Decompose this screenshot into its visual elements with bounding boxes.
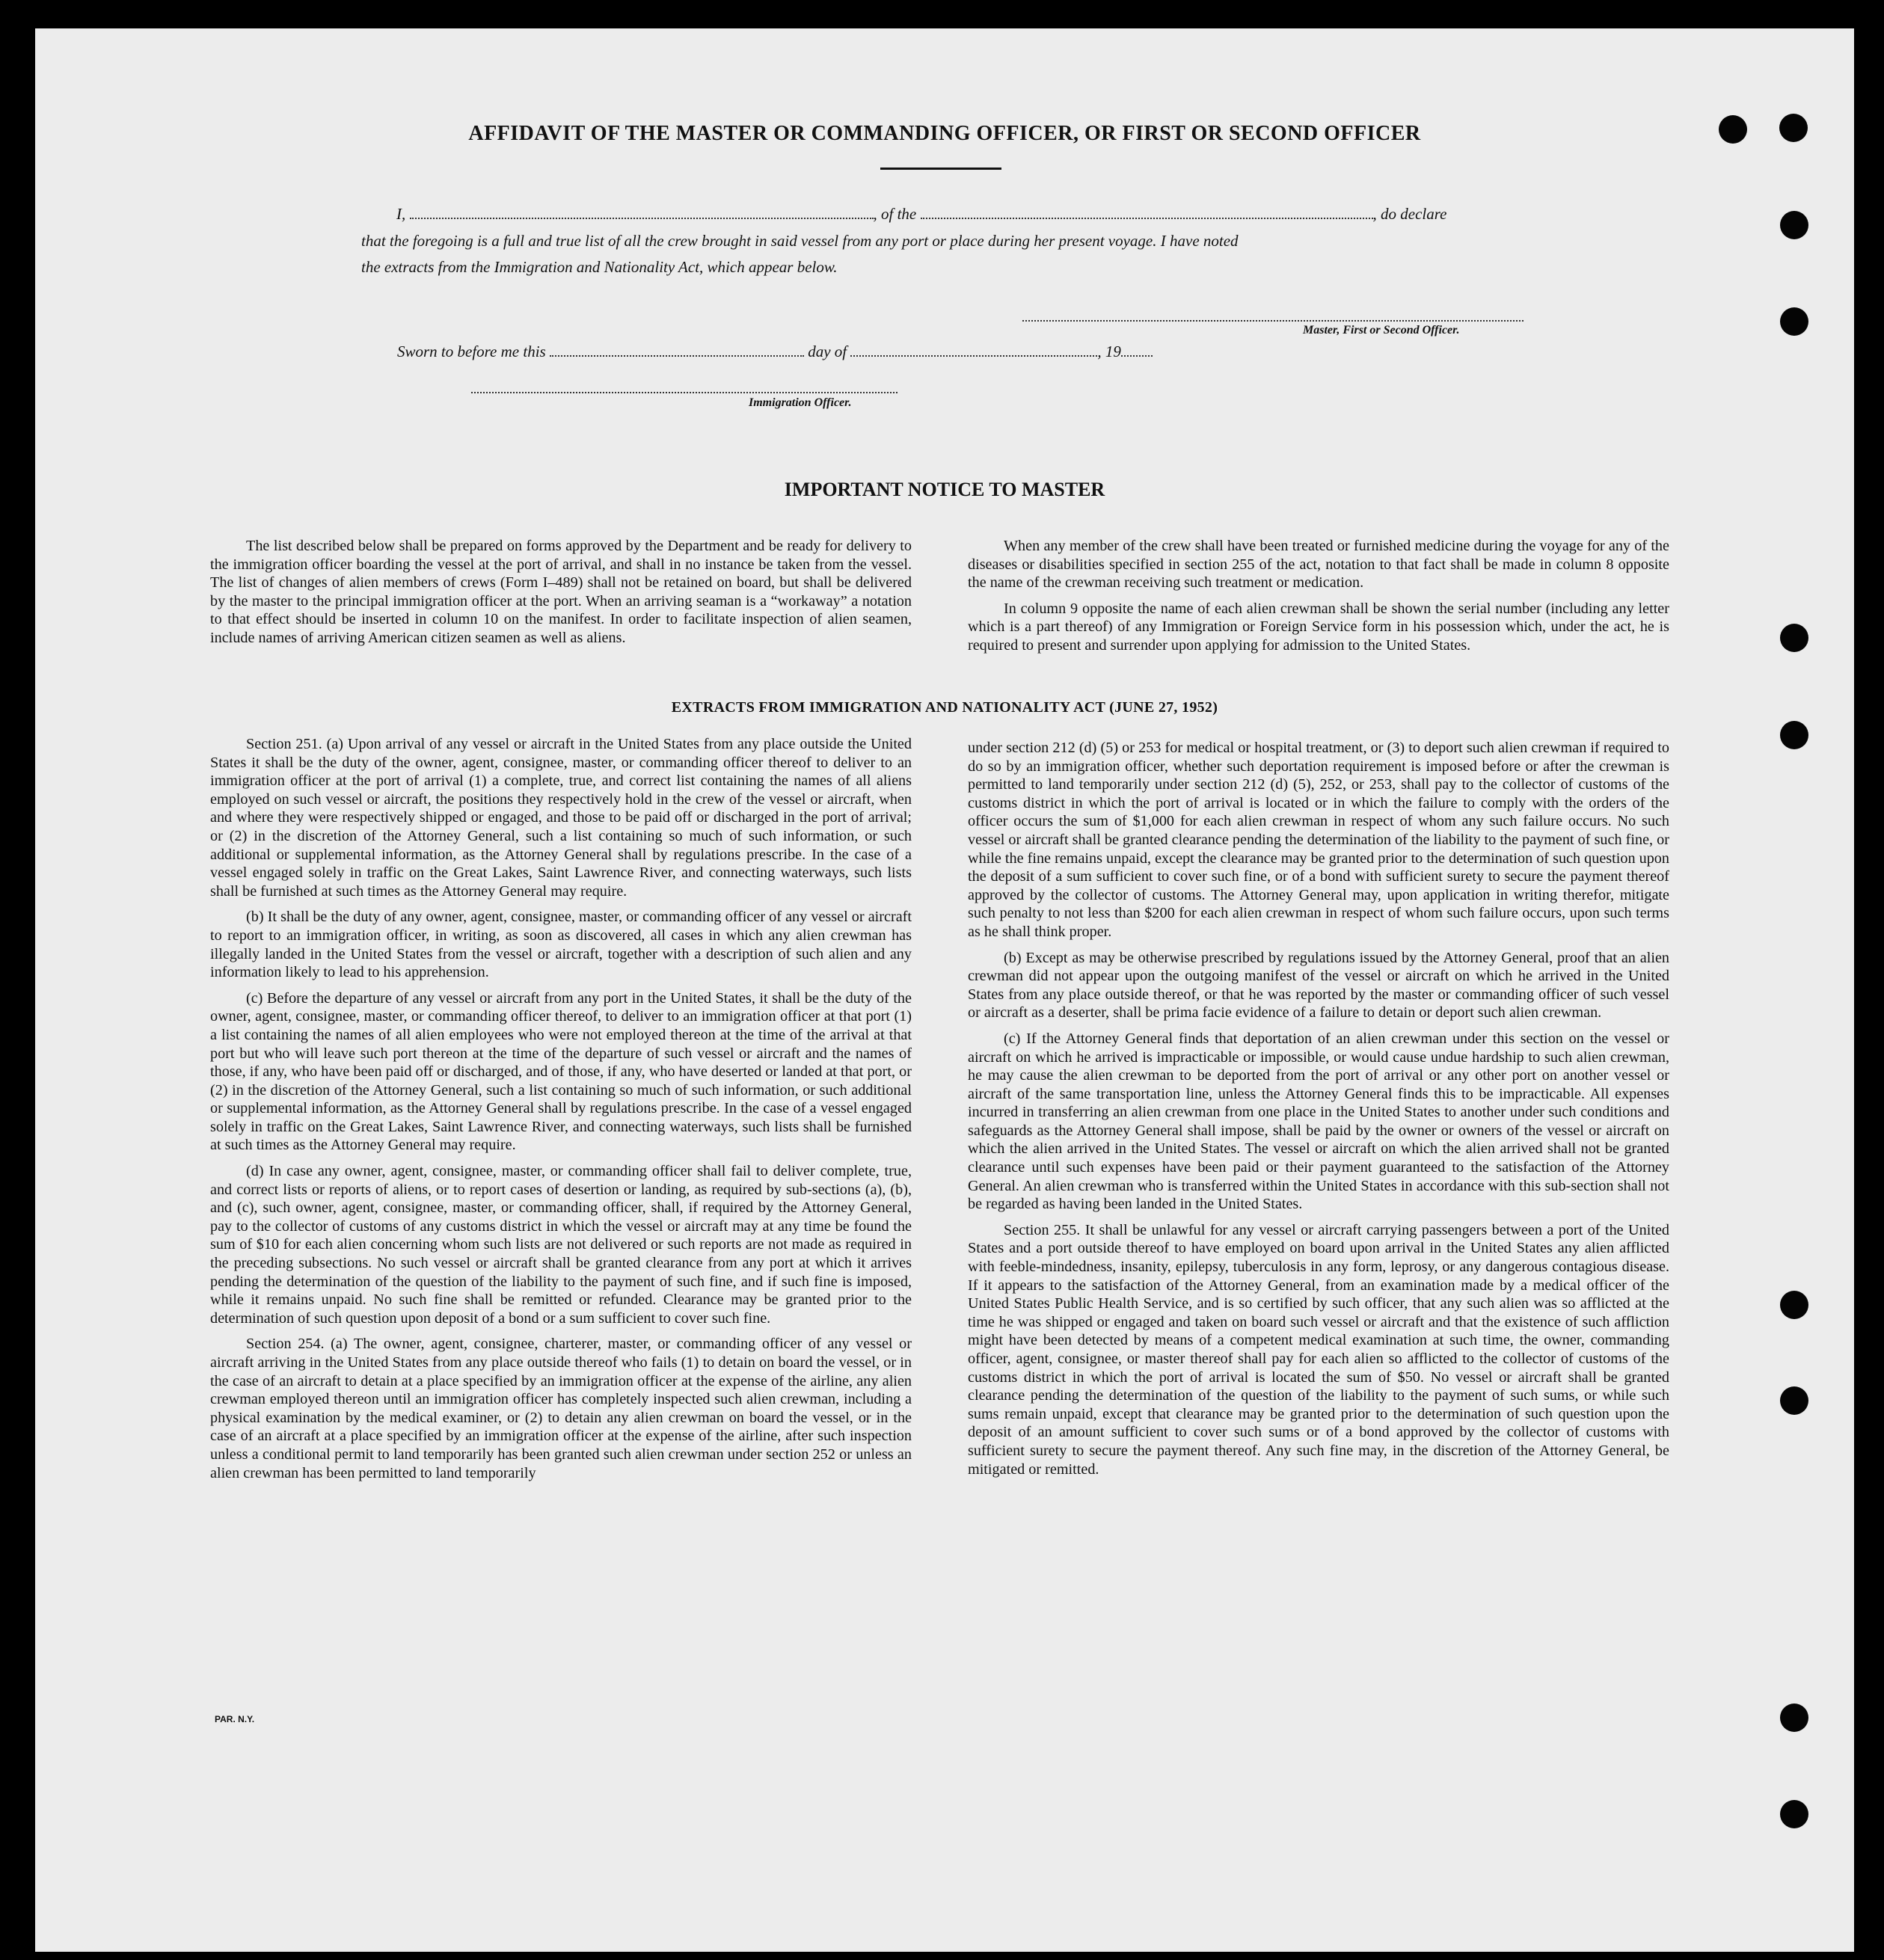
notice-left-column bbox=[210, 537, 912, 655]
officer-signature-line[interactable] bbox=[471, 392, 897, 393]
extracts-right-column bbox=[968, 739, 1669, 1486]
declaration-do-declare: , do declare bbox=[1372, 205, 1447, 223]
declaration-line-3: the extracts from the Immigration and Nationality Act, which appear below. bbox=[361, 258, 838, 276]
notice-right-column bbox=[968, 537, 1669, 663]
binder-hole bbox=[1780, 721, 1808, 749]
binder-hole bbox=[1780, 1800, 1808, 1828]
affidavit-title: AFFIDAVIT OF THE MASTER OR COMMANDING OFFICER, OR FIRST OR SECOND OFFICER bbox=[468, 122, 1421, 145]
binder-hole bbox=[1780, 624, 1808, 652]
section-254-a: Section 254. (a) The owner, agent, consignee, charterer, master, or commanding officer of any vessel or aircraft arriving in the United States from any place outside thereof who fails (1) to detain on board the vessel, or in the case of an aircraft to detain at a place specified by an immigration officer at the expense of the airline, any alien crewman employed thereon until an immigration officer has completely inspected such alien crewman, including a physical examination by the medical examiner, or (2) to detain any alien crewman on board the vessel, or in the case of an aircraft at a place specified by an immigration officer at the expense of the airline, after such inspection unless a conditional permit to land temporarily has been granted such alien crewman under section 252 or unless an alien crewman has been permitted to land temporarily bbox=[210, 1336, 912, 1481]
section-251-d: (d) In case any owner, agent, consignee, master, or commanding officer shall fail to deliver complete, true, and correct lists or reports of aliens, or to report cases of desertion or landing, as required by sub-sections (a), (b), and (c), such owner, agent, consignee, master, or commanding officer, shall, if required by the Attorney General, pay to the collector of customs of any customs district in which the vessel or aircraft may at any time be found the sum of $10 for each alien concerning whom such lists are not delivered or such reports are not made as required in the preceding subsections. No such vessel or aircraft shall be granted clearance from any port at which it arrives pending the determination of the question of the liability to the payment of such fine, and if such fine is imposed, while it remains unpaid. No such fine shall be remitted or refunded. Clearance may be granted prior to the determination of such question upon deposit of a bond or a sum sufficient to cover such fine. bbox=[210, 1163, 912, 1327]
notice-left-paragraph: The list described below shall be prepared on forms approved by the Department and be ready for delivery to the immigration officer boarding the vessel at the port of arrival, and shall in no instance be taken from the vessel. The list of changes of alien members of crews (Form I–489) shall not be retained on board, but shall be delivered by the master to the principal immigration officer at the port. When an arriving seaman is a “workaway” a notation to that effect should be inserted in column 10 on the manifest. In order to facilitate inspection of alien seamen, include names of arriving American citizen seamen as well as aliens. bbox=[210, 538, 912, 646]
document-page bbox=[35, 28, 1854, 1952]
vessel-field[interactable] bbox=[921, 215, 1373, 219]
declaration-of-the: , of the bbox=[873, 205, 917, 223]
title-divider bbox=[880, 168, 1001, 170]
sworn-label: Sworn to before me this bbox=[397, 342, 546, 360]
binder-hole bbox=[1780, 1386, 1808, 1415]
binder-hole bbox=[1780, 1704, 1808, 1732]
section-251-a: Section 251. (a) Upon arrival of any vessel or aircraft in the United States from any place outside the United States it shall be the duty of the owner, agent, consignee, master, or commanding officer thereof to deliver to an immigration officer at the port of arrival (1) a complete, true, and correct list containing the names of all aliens employed on such vessel or aircraft, the positions they respectively hold in the crew of the vessel or aircraft, when and where they were respectively shipped or engaged, and those to be paid off or discharged in the port of arrival; or (2) in the discretion of the Attorney General, such a list containing so much of such information, or such additional or supplemental information, as the Attorney General shall by regulations prescribe. In the case of a vessel engaged solely in traffic on the Great Lakes, Saint Lawrence River, and connecting waterways, such lists shall be furnished at such times as the Attorney General may require. bbox=[210, 736, 912, 900]
sworn-line bbox=[397, 342, 1153, 361]
section-254-a-continued: under section 212 (d) (5) or 253 for medical or hospital treatment, or (3) to deport such alien crewman if required to do so by an immigration officer, whether such deportation requirement is imposed before or after the crewman is permitted to land temporarily under section 212 (d) (5), 252, or 253, shall pay to the collector of customs of the customs district in which the port of arrival is located or in which the failure to comply with the orders of the officer occurs the sum of $1,000 for each alien crewman in respect of whom any such failure occurs. No such vessel or aircraft shall be granted clearance pending the determination of the liability to the payment of such fine, or while the fine remains unpaid, except the clearance may be granted prior to the determination of such question upon the deposit of a sum sufficient to cover such fine, or of a bond with sufficient surety to secure the payment thereof approved by the collector of customs. The Attorney General may, upon application in writing therefor, mitigate such penalty to not less than $200 for each alien crewman in respect of whom such failure occurs, upon such terms as he shall think proper. bbox=[968, 740, 1669, 940]
section-251-c: (c) Before the departure of any vessel or aircraft from any port in the United States, it shall be the duty of the owner, agent, consignee, master, or commanding officer thereof, to deliver to an immigration officer at that port (1) a list containing the names of all alien employees who were not employed thereon at the time of the arrival at that port but who will leave such port thereon at the time of the departure of such vessel or aircraft and the names of those, if any, who have been paid off or discharged, and of those, if any, who have deserted or landed at that port, or (2) in the discretion of the Attorney General, such a list containing so much of such information, or such additional or supplemental information, as the Attorney General shall by regulations prescribe. In the case of a vessel engaged solely in traffic on the Great Lakes, Saint Lawrence River, and connecting waterways, such lists shall be furnished at such times as the Attorney General may require. bbox=[210, 989, 912, 1154]
binder-hole bbox=[1780, 1291, 1808, 1319]
day-of-label: day of bbox=[808, 342, 847, 360]
notice-right-paragraph-2: In column 9 opposite the name of each alien crewman shall be shown the serial number (including any letter which is a part thereof) of any Immigration or Foreign Service form in his possession which, under the act, he is required to present and surrender upon applying for admission to the United States. bbox=[968, 600, 1669, 654]
section-254-c: (c) If the Attorney General finds that deportation of an alien crewman under this section on the vessel or aircraft on which he arrived is impracticable or impossible, or would cause undue hardship to such alien crewman, he may cause the alien crewman to be deported from the port of arrival or any other port on another vessel or aircraft of the same transportation line, unless the Attorney General finds this to be impracticable. All expenses incurred in transferring an alien crewman from one place in the United States to another under such conditions and safeguards as the Attorney General shall impose, shall be paid by the owner or owners of the vessel or aircraft on which the alien arrived in the United States. The vessel or aircraft on which the alien arrived shall not be granted clearance until such expenses have been paid or their payment guaranteed to the satisfaction of the Attorney General. An alien crewman who is transferred within the United States in accordance with this sub-section shall not be regarded as having been landed in the United States. bbox=[968, 1030, 1669, 1213]
section-255: Section 255. It shall be unlawful for any vessel or aircraft carrying passengers between a port of the United States and a port outside thereof to have employed on board upon arrival in the United States any alien afflicted with feeble-mindedness, insanity, epilepsy, tuberculosis in any form, leprosy, or any dangerous contagious disease. If it appears to the satisfaction of the Attorney General, from an examination made by a medical officer of the United States Public Health Service, and is so certified by such officer, that any such alien was so afflicted at the time he was shipped or engaged and taken on board such vessel or aircraft and that the existence of such affliction might have been detected by means of a competent medical examination at such time, the owner, commanding officer, agent, consignee, or master thereof shall pay for each alien so afflicted to the collector of customs of the customs district in which the port of arrival is located the sum of $50. No vessel or aircraft shall be granted clearance pending the determination of the question of the liability to the payment of such sums, or while such sums remain unpaid, except that clearance may be granted prior to the determination of such question upon the deposit of an amount sufficient to cover such sums or of a bond approved by the collector of customs with sufficient surety to secure the payment thereof. Any such fine may, in the discretion of the Attorney General, be mitigated or remitted. bbox=[968, 1221, 1669, 1478]
sworn-day-field[interactable] bbox=[550, 352, 804, 357]
printer-mark: PAR. N.Y. bbox=[215, 1714, 255, 1724]
declaration-line-2: that the foregoing is a full and true list of all the crew brought in said vessel from any port or place during her present voyage. I have noted bbox=[361, 232, 1239, 250]
notice-right-paragraph-1: When any member of the crew shall have been treated or furnished medicine during the voyage for any of the diseases or disabilities specified in section 255 of the act, notation to that fact shall be made in column 8 opposite the name of the crewman receiving such treatment or medication. bbox=[968, 538, 1669, 592]
sworn-month-field[interactable] bbox=[850, 352, 1097, 357]
section-251-b: (b) It shall be the duty of any owner, agent, consignee, master, or commanding officer of any vessel or aircraft to report to an immigration officer, in writing, as soon as discovered, all cases in which any alien crewman has illegally landed in the United States from the vessel or aircraft, together with a description of such alien and any information likely to lead to his apprehension. bbox=[210, 909, 912, 981]
officer-signature-label: Immigration Officer. bbox=[749, 396, 852, 409]
declaration-i-label: I, bbox=[396, 205, 406, 223]
extracts-left-column bbox=[210, 735, 912, 1490]
declaration-line-1 bbox=[396, 205, 1446, 224]
binder-hole bbox=[1780, 307, 1808, 336]
section-254-b: (b) Except as may be otherwise prescribed by regulations issued by the Attorney General, proof that an alien crewman did not appear upon the outgoing manifest of the vessel or aircraft on which he arrived in the United States from any place outside thereof, or that he was reported by the master or commanding officer of such vessel or aircraft as a deserter, shall be prima facie evidence of a failure to detain or deport such alien crewman. bbox=[968, 949, 1669, 1022]
master-signature-label: Master, First or Second Officer. bbox=[1303, 324, 1460, 337]
extracts-title: EXTRACTS FROM IMMIGRATION AND NATIONALITY ACT (JUNE 27, 1952) bbox=[671, 699, 1218, 716]
year-label: , 19 bbox=[1097, 342, 1121, 360]
binder-hole bbox=[1780, 211, 1808, 239]
name-field[interactable] bbox=[410, 215, 874, 219]
notice-title: IMPORTANT NOTICE TO MASTER bbox=[784, 479, 1105, 500]
sworn-year-field[interactable] bbox=[1121, 352, 1153, 357]
master-signature-line[interactable] bbox=[1022, 320, 1524, 322]
